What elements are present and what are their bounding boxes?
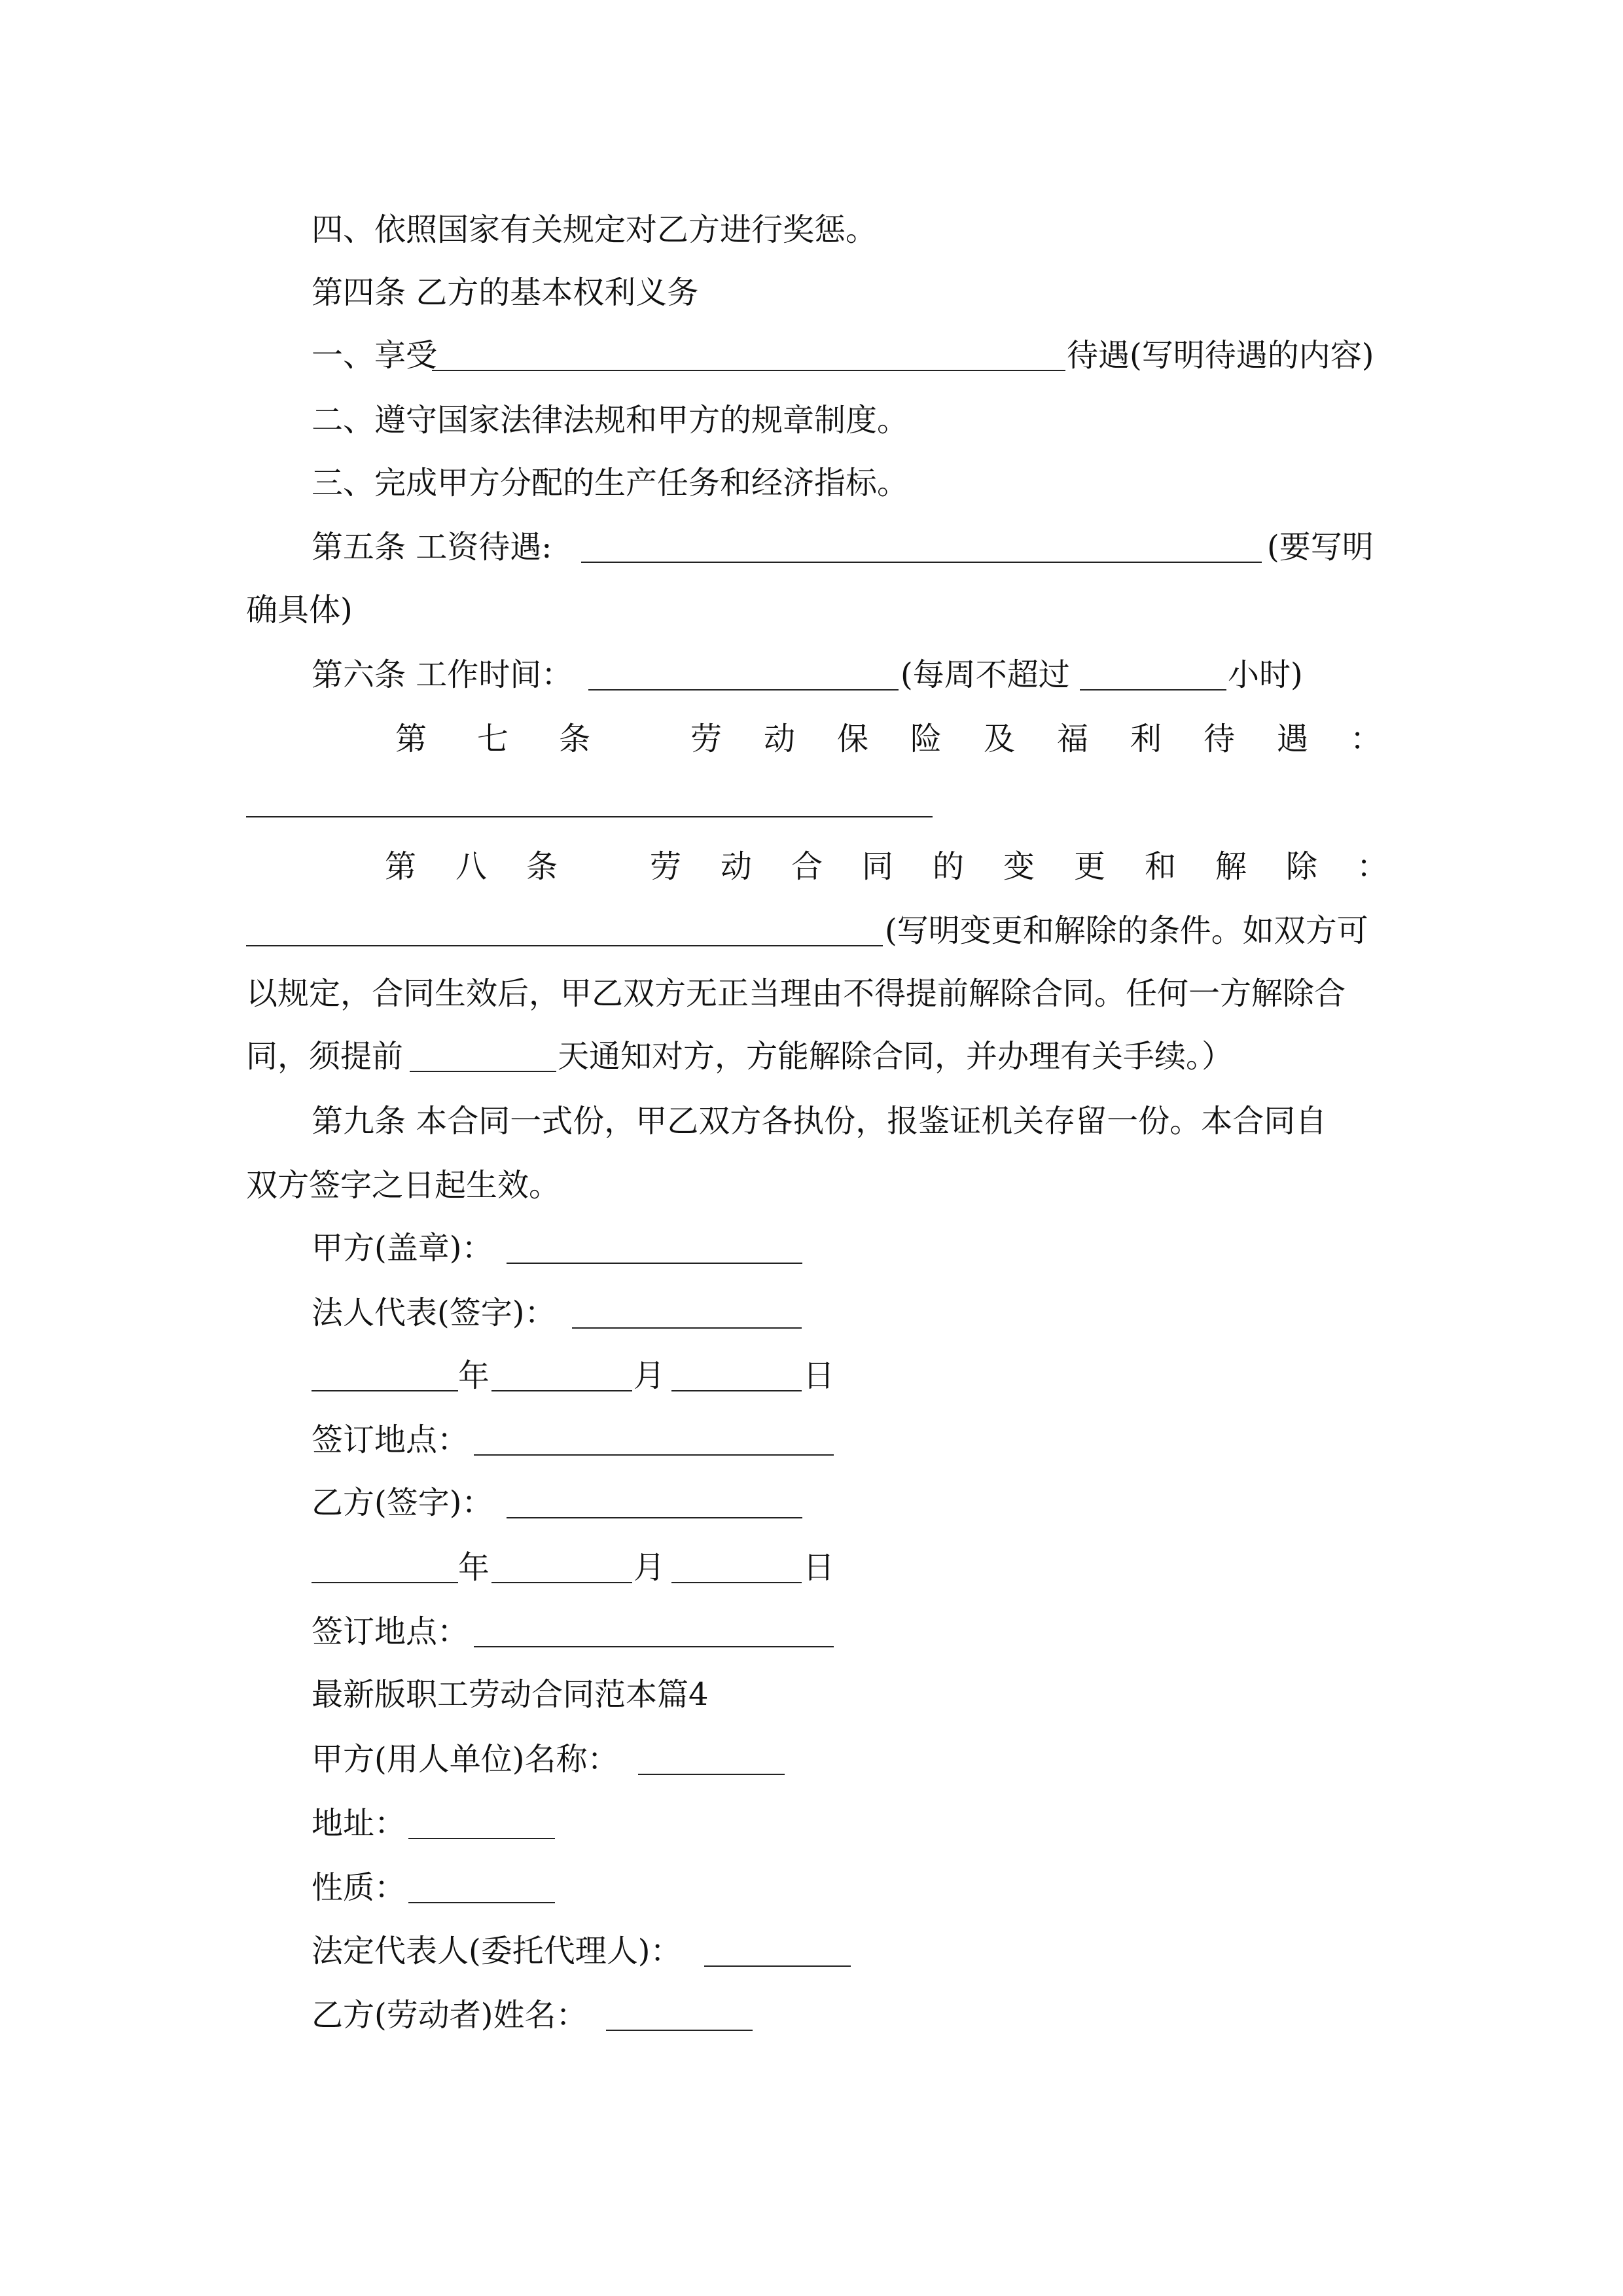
article-7 [0, 719, 1623, 759]
text: 以规定，合同生效后，甲乙双方无正当理由不得提前解除合同。任何一方解除合 [246, 975, 1346, 1012]
day-label: 日 [803, 1549, 835, 1586]
label: 签订地点： [312, 1422, 469, 1458]
month-label: 月 [633, 1357, 666, 1394]
text: 同，须提前 [246, 1038, 404, 1075]
section-title [0, 1675, 1623, 1714]
label: 甲方(用人单位)名称： [312, 1741, 619, 1778]
year-label: 年 [458, 1549, 490, 1586]
address-blank[interactable] [408, 1804, 555, 1839]
weekly-hours-blank[interactable] [1080, 655, 1226, 691]
text: 双方签字之日起生效。 [246, 1167, 561, 1204]
nature-blank[interactable] [408, 1868, 555, 1903]
legal-representative [0, 1931, 1623, 1971]
nature [0, 1868, 1623, 1907]
salary-blank[interactable] [581, 528, 1262, 563]
legal-representative-blank[interactable] [704, 1931, 851, 1967]
work-time-blank[interactable] [588, 655, 899, 691]
text: 第五条 工资待遇: [312, 529, 552, 565]
text: 天通知对方，方能解除合同，并办理有关手续。） [558, 1038, 1234, 1075]
notice-days-blank[interactable] [410, 1037, 556, 1072]
article-8 [0, 847, 1623, 886]
article-title: 劳动合同的变更和解除： [650, 848, 1428, 885]
year-label: 年 [458, 1357, 490, 1394]
benefits-blank[interactable] [432, 336, 1065, 371]
label: 性质： [312, 1869, 406, 1906]
label: 甲方(盖章)： [312, 1230, 493, 1266]
label: 乙方(劳动者)姓名： [312, 1997, 588, 2034]
party-a-seal-blank[interactable] [507, 1229, 802, 1264]
article-9-cont [0, 1166, 1623, 1205]
article-8-cont [0, 1037, 1623, 1076]
article-4-item-2 [0, 401, 1623, 440]
day-label: 日 [803, 1357, 835, 1394]
text: 二、遵守国家法律法规和甲方的规章制度。 [312, 402, 909, 439]
article-7-blank-line [0, 782, 1623, 821]
year-blank[interactable] [312, 1356, 458, 1391]
label: 乙方(签字)： [312, 1484, 493, 1521]
text: 第四条 乙方的基本权利义务 [312, 274, 699, 311]
text: 小时) [1228, 656, 1303, 693]
signing-place-b [0, 1612, 1623, 1651]
article-number: 第八条 [385, 848, 597, 885]
text: 第九条 本合同一式份，甲乙双方各执份，报鉴证机关存留一份。本合同自 [312, 1103, 1327, 1139]
year-blank[interactable] [312, 1548, 458, 1583]
text: 确具体) [246, 592, 353, 628]
text: (写明变更和解除的条件。如双方可 [885, 912, 1368, 949]
article-title: 劳动保险及福利待遇： [690, 721, 1424, 757]
article-9 [0, 1102, 1623, 1141]
party-b-signature [0, 1483, 1623, 1522]
month-blank[interactable] [491, 1356, 632, 1391]
article-4-item-1 [0, 336, 1623, 375]
insurance-blank[interactable] [246, 782, 933, 817]
article-6 [0, 655, 1623, 694]
text: 最新版职工劳动合同范本篇4 [312, 1676, 709, 1713]
label: 签订地点： [312, 1613, 469, 1650]
legal-rep-blank[interactable] [572, 1293, 802, 1329]
employer-name [0, 1740, 1623, 1779]
text: (要写明 [1267, 529, 1374, 565]
date-line-b [0, 1548, 1623, 1587]
label: 法人代表(签字)： [312, 1295, 556, 1331]
label: 地址： [312, 1805, 406, 1842]
day-blank[interactable] [671, 1356, 802, 1391]
legal-rep-signature [0, 1293, 1623, 1333]
article-5 [0, 528, 1623, 567]
employer-name-blank[interactable] [638, 1740, 785, 1775]
text: (每周不超过 [901, 656, 1070, 693]
month-label: 月 [633, 1549, 666, 1586]
text: 一、享受 [312, 337, 438, 374]
article-4-heading [0, 273, 1623, 312]
party-b-signature-blank[interactable] [507, 1483, 802, 1518]
text: 四、依照国家有关规定对乙方进行奖惩。 [312, 211, 878, 248]
clause-3-item-4 [0, 210, 1623, 249]
article-8-cont [0, 974, 1623, 1013]
employee-name [0, 1996, 1623, 2035]
signing-place-a [0, 1420, 1623, 1460]
day-blank[interactable] [671, 1548, 802, 1583]
label: 法定代表人(委托代理人)： [312, 1933, 682, 1969]
date-line-a [0, 1356, 1623, 1395]
signing-place-blank[interactable] [474, 1420, 834, 1456]
text: 三、完成甲方分配的生产任务和经济指标。 [312, 465, 909, 501]
change-terms-blank[interactable] [246, 911, 883, 946]
address [0, 1804, 1623, 1843]
article-number: 第七条 [395, 721, 641, 757]
text: 第六条 工作时间： [312, 656, 573, 693]
article-4-item-3 [0, 463, 1623, 503]
article-8-cont [0, 911, 1623, 950]
employee-name-blank[interactable] [606, 1996, 753, 2031]
text: 待遇(写明待遇的内容) [1067, 337, 1374, 374]
article-5-cont [0, 590, 1623, 630]
party-a-seal [0, 1229, 1623, 1268]
signing-place-blank[interactable] [474, 1612, 834, 1647]
month-blank[interactable] [491, 1548, 632, 1583]
